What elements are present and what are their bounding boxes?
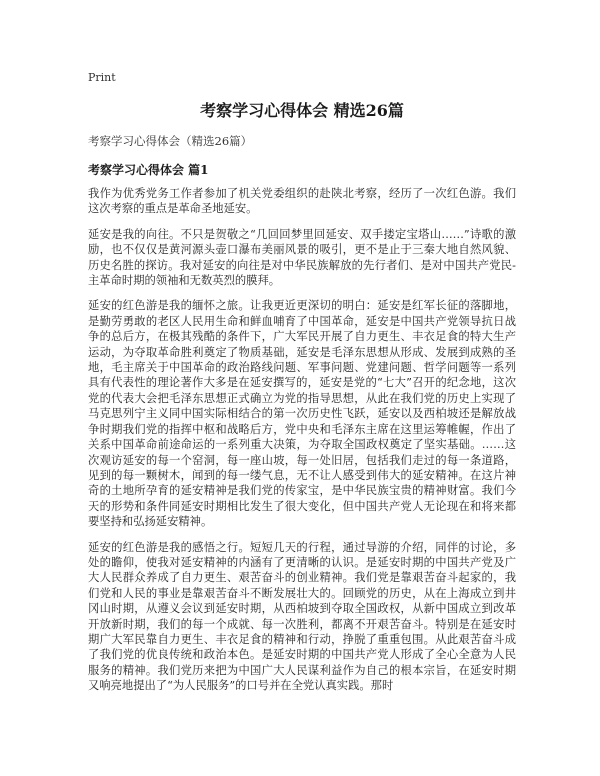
paragraph: 延安是我的向往。不只是贺敬之“几回回梦里回延安、双手搂定宝塔山……”诗歌的激励，也不仅仅是黄河源头壶口瀑布美丽风景的吸引，更不是止于三秦大地自然风貌、历史名胜的探访。我对延安的向往是对中华民族解放的先行者们、是对中国共产党民-主革命时期的领袖和无数英烈的膜拜。 [88, 227, 516, 288]
paragraph: 延安的红色游是我的缅怀之旅。让我更近更深切的明白：延安是红军长征的落脚地，是勤劳勇敢的老区人民用生命和鲜血哺育了中国革命，延安是中国共产党领导抗日战争的总后方，在极其残酷的条件下，广大军民开展了自力更生、丰衣足食的特大生产运动，为夺取革命胜利奠定了物质基础，延安是毛泽东思想从形成、发展到成熟的圣地，毛主席关于中国革命的政治路线问题、军事问题、党建问题、哲学问题等一系列具有代表性的理论著作大多是在延安撰写的，延安是党的“七大”召开的纪念地，这次党的代表大会把毛泽东思想正式确立为党的指导思想，从此在我们党的历史上实现了马克思列宁主义同中国实际相结合的第一次历史性飞跃，延安以及西柏坡还是解放战争时期我们党的指挥中枢和战略后方，党中央和毛泽东主席在这里运筹帷幄，作出了关系中国革命前途命运的一系列重大决策，为夺取全国政权奠定了坚实基础。……这次观访延安的每一个窑洞，每一座山坡，每一处旧居，包括我们走过的每一条道路，见到的每一颗树木，闻到的每一缕气息，无不让人感受到伟大的延安精神。在这片神奇的土地所孕育的延安精神是我们党的传家宝，是中华民族宝贵的精神财富。我们今天的形势和条件同延安时期相比发生了很大变化，但中国共产党人无论现在和将来都要坚持和弘扬延安精神。 [88, 299, 516, 529]
page-title: 考察学习心得体会 精选26篇 [200, 101, 404, 120]
paragraph: 我作为优秀党务工作者参加了机关党委组织的赴陕北考察，经历了一次红色游。我们这次考察的重点是革命圣地延安。 [88, 187, 516, 216]
print-link[interactable]: Print [88, 71, 116, 84]
document-subtitle: 考察学习心得体会（精选26篇） [88, 134, 253, 148]
article-body [88, 186, 516, 704]
paragraph: 延安的红色游是我的感悟之行。短短几天的行程，通过导游的介绍，同伴的讨论，多处的瞻仰，使我对延安精神的内涵有了更清晰的认识。是延安时期的中国共产党及广大人民群众养成了自力更生、艰苦奋斗的创业精神。我们党是靠艰苦奋斗起家的，我们党和人民的事业是靠艰苦奋斗不断发展壮大的。回顾党的历史，从在上海成立到井冈山时期，从遵义会议到延安时期，从西柏坡到夺取全国政权，从新中国成立到改革开放新时期，我们的每一个成就、每一次胜利，都离不开艰苦奋斗。特别是在延安时期广大军民靠自力更生、丰衣足食的精神和行动，挣脱了重重包围。从此艰苦奋斗成了我们党的优良传统和政治本色。是延安时期的中国共产党人形成了全心全意为人民服务的精神。我们党历来把为中国广大人民谋利益作为自己的根本宗旨，在延安时期又响亮地提出了“为人民服务”的口号并在全党认真实践。那时 [88, 540, 516, 693]
section-heading: 考察学习心得体会 篇1 [88, 163, 209, 177]
